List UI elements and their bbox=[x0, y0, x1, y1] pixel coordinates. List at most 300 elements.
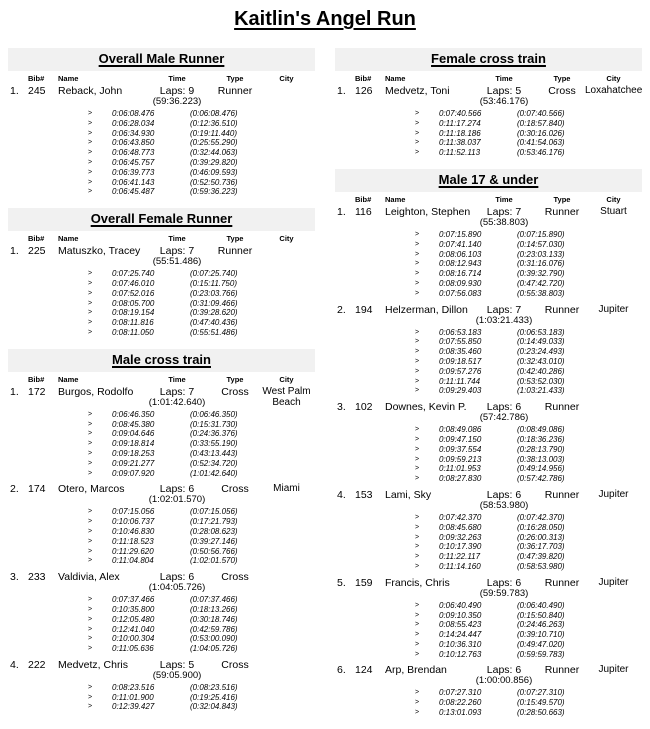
lap-indent bbox=[8, 429, 88, 439]
rank-label: 2. bbox=[337, 303, 346, 316]
lap-marker-icon: > bbox=[88, 149, 93, 157]
column-headers bbox=[8, 372, 315, 386]
lap-split-time: 0:11:01.900 bbox=[112, 692, 154, 702]
total-time: (59:05.900) bbox=[152, 669, 202, 681]
lap-marker-icon: > bbox=[88, 158, 93, 166]
header-name: Name bbox=[58, 374, 79, 384]
lap-split-time: 0:08:11.816 bbox=[112, 318, 154, 328]
lap-split-time: 0:06:46.350 bbox=[112, 409, 155, 419]
rank-label: 3. bbox=[10, 571, 19, 584]
lap-cumulative-time: (0:07:25.740) bbox=[190, 269, 238, 279]
laps-count: Laps: 6 bbox=[486, 401, 522, 414]
lap-cumulative-time: (0:39:10.710) bbox=[517, 630, 565, 640]
lap-cumulative-time: (0:33:55.190) bbox=[190, 439, 238, 449]
lap-marker-icon: > bbox=[415, 621, 420, 629]
total-time: (53:46.176) bbox=[479, 96, 529, 107]
lap-cumulative-time: (0:52:34.720) bbox=[190, 458, 238, 468]
lap-row bbox=[335, 269, 642, 279]
total-time: (1:03:21.433) bbox=[475, 314, 533, 326]
lap-row bbox=[335, 347, 642, 357]
lap-split-time: 0:09:57.276 bbox=[439, 366, 482, 376]
bib-number: 222 bbox=[28, 658, 46, 671]
athlete-city: Jupiter bbox=[598, 576, 629, 588]
laps-count: Laps: 7 bbox=[159, 245, 195, 258]
lap-split-time: 0:09:47.150 bbox=[439, 434, 482, 444]
lap-marker-icon: > bbox=[415, 543, 420, 551]
lap-split-time: 0:09:07.920 bbox=[112, 468, 155, 478]
lap-cumulative-time: (0:06:53.183) bbox=[517, 327, 565, 337]
lap-marker-icon: > bbox=[415, 387, 420, 395]
column-headers bbox=[335, 192, 642, 206]
lap-cumulative-time: (0:07:37.466) bbox=[190, 595, 238, 605]
event-type: Runner bbox=[544, 303, 580, 316]
lap-split-time: 0:09:18.814 bbox=[112, 439, 155, 449]
lap-list bbox=[335, 328, 642, 397]
lap-row bbox=[335, 542, 642, 552]
lap-cumulative-time: (0:06:46.350) bbox=[190, 409, 238, 419]
lap-marker-icon: > bbox=[415, 328, 420, 336]
lap-split-time: 0:11:38.037 bbox=[439, 138, 481, 148]
lap-indent bbox=[335, 445, 415, 455]
lap-indent bbox=[8, 634, 88, 644]
lap-marker-icon: > bbox=[88, 129, 93, 137]
total-time: (59:36.223) bbox=[152, 96, 202, 107]
athlete-name: Arp, Brendan bbox=[385, 664, 447, 677]
lap-row bbox=[335, 377, 642, 387]
lap-indent bbox=[8, 547, 88, 557]
lap-split-time: 0:08:22.260 bbox=[439, 698, 482, 708]
athlete-row bbox=[335, 304, 642, 326]
header-name: Name bbox=[385, 74, 406, 83]
lap-split-time: 0:08:09.930 bbox=[439, 278, 482, 288]
lap-row bbox=[335, 230, 642, 240]
lap-indent bbox=[335, 640, 415, 650]
lap-row bbox=[8, 410, 315, 420]
lap-cumulative-time: (0:47:39.820) bbox=[517, 552, 565, 562]
lap-row bbox=[8, 449, 315, 459]
lap-indent bbox=[8, 507, 88, 517]
lap-row bbox=[335, 386, 642, 396]
header-rank bbox=[335, 74, 355, 83]
lap-row bbox=[8, 556, 315, 566]
lap-marker-icon: > bbox=[88, 410, 93, 418]
lap-cumulative-time: (0:57:42.786) bbox=[517, 474, 565, 484]
total-time: (1:01:42.640) bbox=[148, 396, 206, 408]
lap-cumulative-time: (0:50:56.766) bbox=[190, 546, 238, 556]
laps-count: Laps: 6 bbox=[486, 576, 522, 589]
lap-cumulative-time: (0:31:09.466) bbox=[190, 298, 238, 308]
time-cell bbox=[469, 664, 539, 686]
lap-list bbox=[335, 688, 642, 717]
lap-row bbox=[8, 527, 315, 537]
lap-row bbox=[335, 552, 642, 562]
header-city: City bbox=[279, 74, 294, 83]
lap-indent bbox=[335, 377, 415, 387]
header-bib: Bib# bbox=[28, 234, 45, 244]
lap-indent bbox=[8, 517, 88, 527]
lap-marker-icon: > bbox=[415, 523, 420, 531]
lap-cumulative-time: (0:23:03.766) bbox=[190, 288, 238, 298]
rank-label: 1. bbox=[337, 205, 346, 218]
event-type: Cross bbox=[221, 385, 249, 398]
lap-cumulative-time: (1:03:21.433) bbox=[517, 386, 565, 396]
lap-row bbox=[8, 625, 315, 635]
lap-row bbox=[8, 308, 315, 318]
lap-row bbox=[335, 357, 642, 367]
lap-split-time: 0:12:41.040 bbox=[112, 624, 155, 634]
lap-indent bbox=[335, 259, 415, 269]
lap-indent bbox=[335, 230, 415, 240]
lap-marker-icon: > bbox=[88, 469, 93, 477]
athlete-city: Miami bbox=[273, 483, 300, 495]
lap-row bbox=[8, 158, 315, 168]
lap-indent bbox=[8, 595, 88, 605]
header-name: Name bbox=[58, 234, 79, 244]
lap-cumulative-time: (0:16:28.050) bbox=[517, 522, 565, 532]
lap-row bbox=[8, 517, 315, 527]
lap-split-time: 0:07:40.566 bbox=[439, 109, 482, 118]
lap-row bbox=[8, 634, 315, 644]
athlete-name: Downes, Kevin P. bbox=[385, 401, 467, 414]
lap-indent bbox=[335, 425, 415, 435]
lap-split-time: 0:09:32.263 bbox=[439, 532, 482, 542]
lap-indent bbox=[335, 464, 415, 474]
header-time: Time bbox=[495, 74, 513, 83]
athlete-name: Helzerman, Dillon bbox=[385, 303, 468, 316]
time-cell bbox=[469, 206, 539, 228]
lap-marker-icon: > bbox=[88, 279, 93, 287]
rank-label: 4. bbox=[337, 488, 346, 501]
lap-cumulative-time: (0:14:57.030) bbox=[517, 239, 565, 249]
lap-cumulative-time: (0:08:49.086) bbox=[517, 425, 565, 435]
lap-split-time: 0:06:43.850 bbox=[112, 138, 155, 148]
lap-marker-icon: > bbox=[88, 289, 93, 297]
lap-cumulative-time: (1:02:01.570) bbox=[190, 556, 238, 566]
lap-row bbox=[335, 601, 642, 611]
event-type: Runner bbox=[544, 205, 580, 218]
lap-split-time: 0:11:29.620 bbox=[112, 546, 154, 556]
lap-cumulative-time: (0:14:49.033) bbox=[517, 337, 565, 347]
bib-number: 194 bbox=[355, 303, 373, 316]
lap-marker-icon: > bbox=[415, 129, 420, 137]
section-title: Female cross train bbox=[431, 51, 546, 66]
athlete-row bbox=[8, 483, 315, 505]
laps-count: Laps: 9 bbox=[159, 85, 195, 97]
bib-number: 172 bbox=[28, 385, 46, 398]
athlete-row bbox=[8, 571, 315, 593]
header-city: City bbox=[279, 234, 294, 244]
lap-row bbox=[8, 537, 315, 547]
lap-list bbox=[335, 425, 642, 484]
header-rank bbox=[335, 195, 355, 204]
lap-indent bbox=[8, 702, 88, 712]
lap-row bbox=[335, 259, 642, 269]
laps-count: Laps: 7 bbox=[486, 205, 522, 218]
lap-indent bbox=[8, 279, 88, 289]
lap-split-time: 0:07:41.140 bbox=[439, 239, 482, 249]
athlete-row bbox=[8, 85, 315, 107]
lap-indent bbox=[335, 269, 415, 279]
lap-marker-icon: > bbox=[415, 367, 420, 375]
lap-marker-icon: > bbox=[88, 703, 93, 711]
lap-marker-icon: > bbox=[88, 139, 93, 147]
lap-cumulative-time: (0:32:43.010) bbox=[517, 356, 565, 366]
lap-split-time: 0:10:06.737 bbox=[112, 517, 155, 527]
lap-row bbox=[335, 640, 642, 650]
lap-split-time: 0:10:46.830 bbox=[112, 526, 155, 536]
header-bib: Bib# bbox=[355, 74, 372, 83]
lap-marker-icon: > bbox=[415, 240, 420, 248]
total-time: (55:38.803) bbox=[479, 216, 529, 228]
lap-row bbox=[335, 328, 642, 338]
lap-split-time: 0:06:28.034 bbox=[112, 118, 155, 128]
rank-label: 4. bbox=[10, 658, 19, 671]
lap-cumulative-time: (0:32:04.843) bbox=[190, 702, 238, 712]
time-cell bbox=[469, 304, 539, 326]
lap-row bbox=[335, 533, 642, 543]
lap-split-time: 0:06:53.183 bbox=[439, 327, 482, 337]
lap-row bbox=[8, 328, 315, 338]
lap-split-time: 0:08:06.103 bbox=[439, 249, 482, 259]
athlete-row bbox=[335, 401, 642, 423]
lap-row bbox=[335, 650, 642, 660]
lap-cumulative-time: (0:39:32.790) bbox=[517, 269, 565, 279]
section-header-bar bbox=[335, 169, 642, 192]
athlete-row bbox=[8, 659, 315, 681]
lap-row bbox=[335, 425, 642, 435]
lap-cumulative-time: (0:41:54.063) bbox=[517, 138, 565, 148]
lap-indent bbox=[8, 269, 88, 279]
lap-split-time: 0:10:35.800 bbox=[112, 604, 155, 614]
lap-row bbox=[8, 615, 315, 625]
laps-count: Laps: 7 bbox=[486, 303, 522, 316]
lap-marker-icon: > bbox=[415, 699, 420, 707]
lap-split-time: 0:08:23.516 bbox=[112, 682, 155, 692]
lap-indent bbox=[335, 435, 415, 445]
time-cell bbox=[142, 571, 212, 593]
lap-row bbox=[8, 507, 315, 517]
bib-number: 245 bbox=[28, 85, 46, 97]
lap-split-time: 0:06:41.143 bbox=[112, 177, 155, 187]
header-city: City bbox=[279, 374, 294, 384]
lap-indent bbox=[8, 420, 88, 430]
lap-split-time: 0:11:17.274 bbox=[439, 118, 481, 128]
athlete-city: Jupiter bbox=[598, 664, 629, 676]
lap-marker-icon: > bbox=[415, 513, 420, 521]
lap-cumulative-time: (0:36:17.703) bbox=[517, 542, 565, 552]
lap-cumulative-time: (0:42:59.786) bbox=[190, 624, 238, 634]
lap-indent bbox=[8, 289, 88, 299]
lap-cumulative-time: (0:32:44.063) bbox=[190, 148, 238, 158]
results-columns bbox=[0, 48, 650, 729]
lap-marker-icon: > bbox=[415, 631, 420, 639]
total-time: (1:04:05.726) bbox=[148, 582, 206, 594]
lap-marker-icon: > bbox=[88, 683, 93, 691]
lap-marker-icon: > bbox=[415, 260, 420, 268]
lap-indent bbox=[335, 542, 415, 552]
lap-marker-icon: > bbox=[415, 289, 420, 297]
bib-number: 159 bbox=[355, 576, 373, 589]
lap-split-time: 0:08:55.423 bbox=[439, 620, 482, 630]
lap-cumulative-time: (0:31:16.076) bbox=[517, 259, 565, 269]
lap-split-time: 0:08:05.700 bbox=[112, 298, 155, 308]
lap-list bbox=[8, 595, 315, 654]
lap-cumulative-time: (0:55:51.486) bbox=[190, 327, 238, 337]
lap-marker-icon: > bbox=[88, 527, 93, 535]
time-cell bbox=[142, 659, 212, 681]
lap-row bbox=[8, 187, 315, 197]
lap-row bbox=[335, 119, 642, 129]
lap-row bbox=[8, 119, 315, 129]
lap-marker-icon: > bbox=[88, 449, 93, 457]
lap-cumulative-time: (0:07:27.310) bbox=[517, 688, 565, 698]
rank-label: 1. bbox=[10, 85, 19, 97]
lap-row bbox=[335, 445, 642, 455]
lap-marker-icon: > bbox=[415, 475, 420, 483]
rank-label: 6. bbox=[337, 664, 346, 677]
lap-indent bbox=[335, 357, 415, 367]
lap-indent bbox=[335, 148, 415, 158]
lap-row bbox=[8, 459, 315, 469]
lap-marker-icon: > bbox=[88, 508, 93, 516]
section-header-bar bbox=[8, 349, 315, 372]
laps-count: Laps: 5 bbox=[159, 658, 195, 671]
lap-row bbox=[8, 129, 315, 139]
lap-cumulative-time: (0:15:11.750) bbox=[190, 278, 237, 288]
athlete-city bbox=[585, 401, 642, 423]
lap-split-time: 0:07:15.056 bbox=[112, 507, 155, 517]
lap-split-time: 0:06:48.773 bbox=[112, 148, 155, 158]
lap-row bbox=[8, 702, 315, 712]
lap-indent bbox=[8, 158, 88, 168]
lap-indent bbox=[8, 187, 88, 197]
lap-marker-icon: > bbox=[415, 553, 420, 561]
lap-marker-icon: > bbox=[88, 440, 93, 448]
lap-split-time: 0:07:55.850 bbox=[439, 337, 482, 347]
header-type: Type bbox=[226, 74, 244, 83]
lap-split-time: 0:06:08.476 bbox=[112, 109, 155, 118]
athlete-name: Lami, Sky bbox=[385, 488, 432, 501]
lap-cumulative-time: (0:24:36.376) bbox=[190, 429, 238, 439]
header-type: Type bbox=[226, 374, 244, 384]
lap-indent bbox=[335, 367, 415, 377]
lap-marker-icon: > bbox=[415, 279, 420, 287]
lap-marker-icon: > bbox=[415, 348, 420, 356]
lap-marker-icon: > bbox=[415, 250, 420, 258]
lap-cumulative-time: (0:28:08.623) bbox=[190, 526, 238, 536]
lap-row bbox=[335, 337, 642, 347]
time-cell bbox=[142, 386, 212, 408]
rank-label: 1. bbox=[10, 245, 19, 258]
lap-cumulative-time: (0:07:42.370) bbox=[517, 512, 565, 522]
lap-marker-icon: > bbox=[415, 533, 420, 541]
lap-row bbox=[8, 289, 315, 299]
results-column-right bbox=[335, 48, 642, 729]
time-cell bbox=[469, 85, 539, 107]
lap-cumulative-time: (0:38:13.003) bbox=[517, 454, 565, 464]
results-section bbox=[8, 349, 315, 713]
lap-split-time: 0:07:46.010 bbox=[112, 278, 155, 288]
time-cell bbox=[142, 483, 212, 505]
lap-indent bbox=[335, 698, 415, 708]
lap-cumulative-time: (0:23:03.133) bbox=[517, 249, 565, 259]
bib-number: 233 bbox=[28, 571, 46, 584]
lap-row bbox=[8, 547, 315, 557]
lap-cumulative-time: (0:49:47.020) bbox=[517, 639, 565, 649]
athlete-city: Stuart bbox=[600, 205, 627, 217]
lap-cumulative-time: (0:18:57.840) bbox=[517, 118, 565, 128]
lap-cumulative-time: (0:18:36.236) bbox=[517, 434, 565, 444]
lap-list bbox=[335, 230, 642, 299]
lap-indent bbox=[335, 337, 415, 347]
lap-row bbox=[8, 318, 315, 328]
lap-split-time: 0:07:27.310 bbox=[439, 688, 482, 698]
lap-marker-icon: > bbox=[415, 611, 420, 619]
lap-row bbox=[8, 168, 315, 178]
lap-marker-icon: > bbox=[88, 459, 93, 467]
lap-indent bbox=[8, 615, 88, 625]
event-type: Runner bbox=[217, 85, 253, 97]
lap-cumulative-time: (0:15:49.570) bbox=[517, 698, 565, 708]
lap-row bbox=[335, 250, 642, 260]
athlete-row bbox=[335, 85, 642, 107]
event-type: Runner bbox=[544, 488, 580, 501]
lap-row bbox=[8, 138, 315, 148]
lap-row bbox=[8, 469, 315, 479]
lap-split-time: 0:08:45.680 bbox=[439, 522, 482, 532]
lap-cumulative-time: (0:58:53.980) bbox=[517, 561, 565, 571]
lap-split-time: 0:10:17.390 bbox=[439, 542, 482, 552]
lap-indent bbox=[8, 605, 88, 615]
lap-split-time: 0:10:36.310 bbox=[439, 639, 482, 649]
lap-marker-icon: > bbox=[88, 518, 93, 526]
lap-row bbox=[8, 269, 315, 279]
lap-split-time: 0:06:39.773 bbox=[112, 167, 155, 177]
athlete-name: Leighton, Stephen bbox=[385, 205, 471, 218]
lap-indent bbox=[335, 513, 415, 523]
lap-marker-icon: > bbox=[415, 709, 420, 717]
lap-cumulative-time: (0:39:27.146) bbox=[190, 536, 238, 546]
lap-split-time: 0:08:19.154 bbox=[112, 308, 155, 318]
lap-split-time: 0:09:04.646 bbox=[112, 429, 155, 439]
lap-indent bbox=[8, 109, 88, 119]
lap-marker-icon: > bbox=[415, 230, 420, 238]
lap-indent bbox=[335, 474, 415, 484]
section-header-bar bbox=[8, 208, 315, 231]
event-type: Cross bbox=[548, 85, 576, 97]
lap-split-time: 0:11:05.636 bbox=[112, 644, 154, 654]
lap-cumulative-time: (0:59:59.783) bbox=[517, 649, 565, 659]
lap-cumulative-time: (0:46:09.593) bbox=[190, 167, 238, 177]
lap-marker-icon: > bbox=[88, 270, 93, 278]
lap-split-time: 0:07:37.466 bbox=[112, 595, 155, 605]
section-title: Male 17 & under bbox=[438, 171, 539, 187]
lap-indent bbox=[8, 527, 88, 537]
lap-cumulative-time: (0:07:40.566) bbox=[517, 109, 565, 118]
lap-cumulative-time: (0:15:50.840) bbox=[517, 610, 565, 620]
lap-indent bbox=[335, 708, 415, 718]
lap-list bbox=[8, 109, 315, 197]
lap-indent bbox=[8, 129, 88, 139]
lap-marker-icon: > bbox=[88, 615, 93, 623]
total-time: (57:42.786) bbox=[479, 412, 529, 424]
lap-cumulative-time: (0:42:40.286) bbox=[517, 366, 565, 376]
lap-split-time: 0:06:40.490 bbox=[439, 600, 482, 610]
event-type: Runner bbox=[217, 245, 253, 258]
lap-row bbox=[335, 523, 642, 533]
lap-cumulative-time: (0:08:23.516) bbox=[190, 682, 238, 692]
lap-cumulative-time: (0:06:40.490) bbox=[517, 600, 565, 610]
